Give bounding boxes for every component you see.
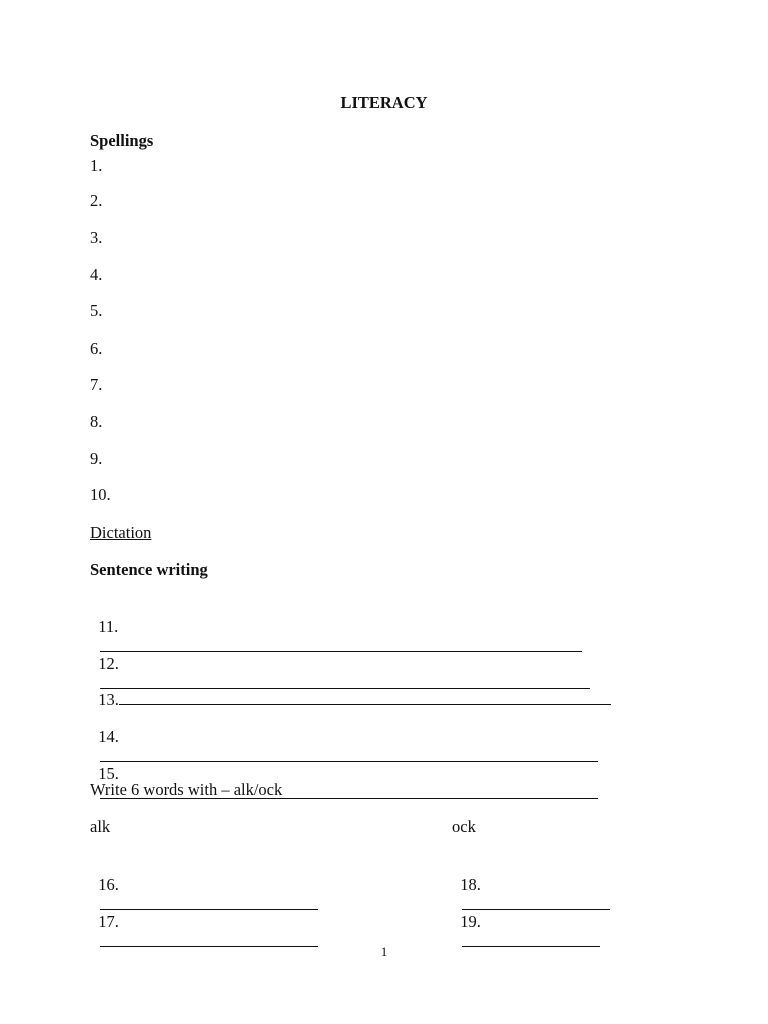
spelling-item-5: 5. [90,301,103,320]
spellings-heading: Spellings [90,131,154,150]
words-instruction: Write 6 words with – alk/ock [90,780,283,799]
sentence-number: 13. [98,690,119,709]
answer-line[interactable] [119,690,611,705]
sentence-number: 11. [98,617,119,636]
word-number: 18. [460,875,481,894]
spelling-item-10: 10. [90,485,111,504]
alk-column-heading: alk [90,817,111,836]
dictation-heading: Dictation [90,523,152,542]
sentence-item-13 [90,670,611,710]
spelling-item-2: 2. [90,191,103,210]
spelling-item-3: 3. [90,228,103,247]
spelling-item-4: 4. [90,265,103,284]
spelling-item-1: 1. [90,156,103,175]
sentence-number: 14. [98,727,119,746]
sentence-number: 15. [98,764,119,783]
page-title: LITERACY [340,93,428,112]
word-number: 17. [98,912,119,931]
sentence-number: 12. [98,654,119,673]
page-number: 1 [380,944,388,959]
spelling-item-8: 8. [90,412,103,431]
ock-column-heading: ock [452,817,476,836]
spelling-item-7: 7. [90,375,103,394]
word-number: 16. [98,875,119,894]
sentence-writing-heading: Sentence writing [90,560,208,579]
spelling-item-6: 6. [90,339,103,358]
spelling-item-9: 9. [90,449,103,468]
word-number: 19. [460,912,481,931]
